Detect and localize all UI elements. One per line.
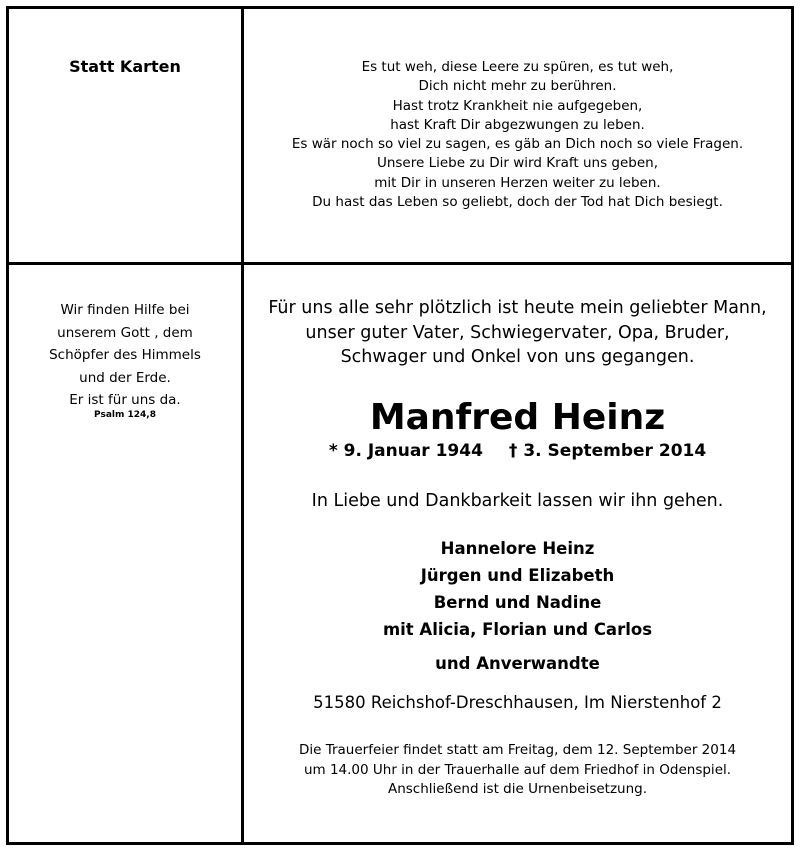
obituary-frame	[6, 6, 794, 845]
funeral-line: Anschließend ist die Urnenbeisetzung.	[387, 781, 648, 797]
scripture-line: Er ist für uns da.	[69, 392, 181, 408]
scripture-line: Schöpfer des Himmels	[49, 347, 201, 363]
poem-line: Es wär noch so viel zu sagen, es gäb an Dich noch so viele Fragen.	[291, 136, 744, 153]
poem-line: Es tut weh, diese Leere zu spüren, es tut weh,	[361, 59, 674, 75]
family-member: mit Alicia, Florian und Carlos	[382, 620, 653, 639]
scripture-line: und der Erde.	[79, 369, 171, 386]
family-member: Bernd und Nadine	[433, 593, 602, 612]
poem-line: Hast trotz Krankheit nie aufgegeben,	[392, 97, 643, 114]
family-member: und Anverwandte	[435, 654, 600, 673]
poem-line: Du hast das Leben so geliebt, doch der Tod hat Dich besiegt.	[312, 194, 723, 211]
poem	[244, 58, 791, 212]
funeral-line: um 14.00 Uhr in der Trauerhalle auf dem Friedhof in Odenspiel.	[303, 761, 732, 778]
scripture-reference: Psalm 124,8	[94, 409, 156, 420]
poem-line: mit Dir in unseren Herzen weiter zu leben.	[374, 174, 661, 191]
scripture-quote	[9, 299, 241, 422]
death-date: † 3. September 2014	[508, 441, 707, 461]
address: 51580 Reichshof-Dreschhausen, Im Nierstenhof 2	[313, 693, 722, 712]
poem-line: hast Kraft Dir abgezwungen zu leben.	[390, 116, 645, 133]
life-dates	[244, 439, 791, 463]
statt-karten-heading: Statt Karten	[69, 57, 181, 76]
scripture-line: Wir finden Hilfe bei	[60, 302, 190, 318]
family-member: Jürgen und Elizabeth	[420, 566, 615, 585]
horizontal-divider	[9, 262, 791, 265]
birth-date: * 9. Januar 1944	[328, 441, 483, 461]
funeral-line: Die Trauerfeier findet statt am Freitag, dem 12. September 2014	[298, 742, 737, 758]
farewell-line: In Liebe und Dankbarkeit lassen wir ihn gehen.	[311, 491, 724, 511]
family-member: Hannelore Heinz	[440, 539, 595, 558]
poem-line: Unsere Liebe zu Dir wird Kraft uns geben,	[376, 155, 659, 172]
scripture-line: unserem Gott , dem	[57, 324, 193, 341]
intro-line: Für uns alle sehr plötzlich ist heute mein geliebter Mann,	[268, 298, 767, 318]
poem-line: Dich nicht mehr zu berühren.	[418, 78, 617, 95]
family-list	[244, 536, 791, 678]
intro-line: Schwager und Onkel von uns gegangen.	[340, 347, 695, 367]
deceased-name: Manfred Heinz	[369, 397, 666, 438]
funeral-details	[244, 741, 791, 800]
announcement-intro	[244, 296, 791, 370]
intro-line: unser guter Vater, Schwiegervater, Opa, Bruder,	[305, 322, 730, 343]
